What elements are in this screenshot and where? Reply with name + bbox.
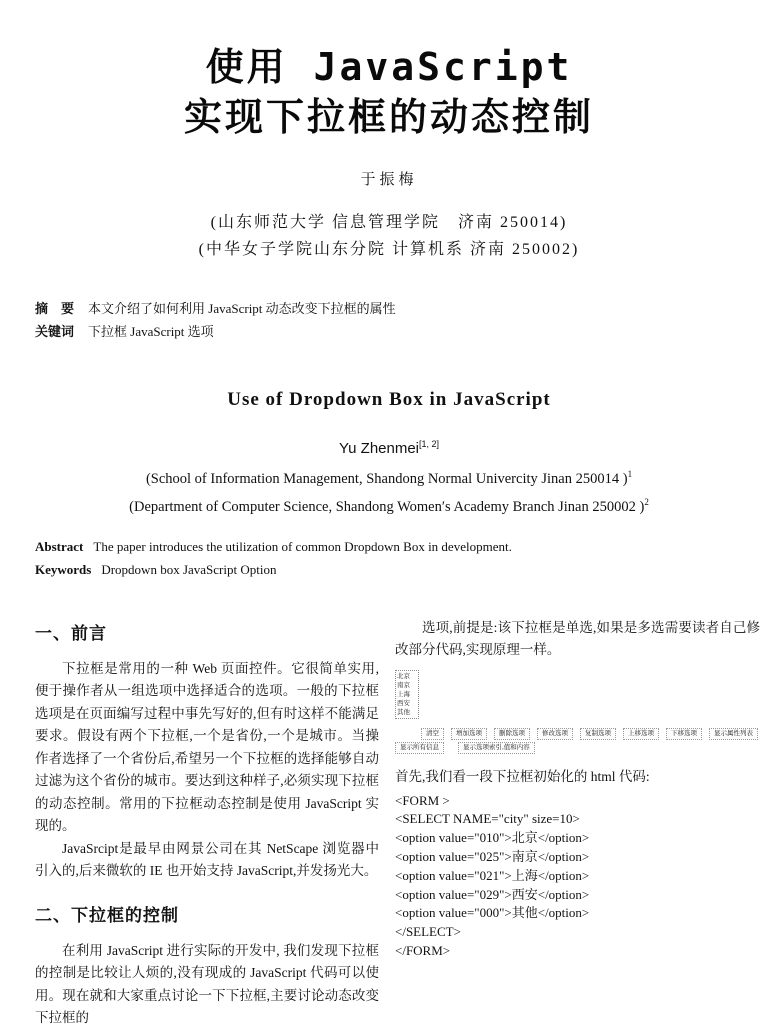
paragraph-control-continued: 选项,前提是:该下拉框是单选,如果是多选需要读者自己修改部分代码,实现原理一样。: [395, 619, 760, 658]
figure-listbox-item: 北京: [397, 672, 410, 680]
section-heading-1: 一、前言: [35, 623, 107, 643]
author-name-zh: 于振梅: [360, 172, 418, 188]
figure-button: 下移选项: [666, 728, 702, 740]
html-code-listing: [395, 792, 760, 961]
title-line-1: [0, 42, 778, 92]
figure-button: 显示属性列表: [709, 728, 758, 740]
affiliation-1-en-sup: 1: [627, 469, 633, 479]
figure-button: 复制选项: [580, 728, 616, 740]
keywords-line-en: [35, 558, 738, 581]
keywords-text-zh: 下拉框 JavaScript 选项: [88, 324, 214, 339]
code-line: </SELECT>: [395, 924, 461, 940]
keywords-line-zh: [35, 320, 738, 343]
affiliation-2-en-sup: 2: [644, 496, 649, 507]
title-line-2: 实现下拉框的动态控制: [183, 95, 594, 139]
right-column: [395, 617, 760, 1030]
abstract-block-zh: [35, 297, 738, 343]
author-en-superscript: [1, 2]: [419, 439, 440, 449]
figure-listbox-item: 西安: [397, 699, 410, 707]
abstract-label-en: Abstract: [35, 538, 84, 554]
affiliations-en: [0, 463, 778, 519]
abstract-line-en: [35, 535, 738, 558]
code-line: <option value="025">南京</option>: [395, 849, 590, 865]
code-line: </FORM>: [395, 943, 451, 959]
affiliation-2-en-text: (Department of Computer Science, Shandong Women′s Academy Branch Jinan 250002 ): [129, 498, 645, 515]
paper-title-en: Use of Dropdown Box in JavaScript: [227, 389, 551, 410]
figure-button: 清空: [421, 728, 444, 740]
code-line: <option value="029">西安</option>: [395, 886, 590, 902]
figure-button: 显示所有信息: [395, 742, 444, 754]
code-line: <SELECT NAME="city" size=10>: [395, 811, 580, 827]
abstract-line-zh: [35, 297, 738, 320]
title-line1-latin: JavaScript: [313, 45, 573, 89]
affiliation-1-en-text: (School of Information Management, Shandong Normal Univercity Jinan 250014 ): [145, 470, 628, 487]
code-line: <option value="021">上海</option>: [395, 867, 590, 883]
affiliation-2-en: [0, 491, 778, 519]
paper-title-zh: [0, 0, 778, 142]
left-column: [35, 617, 379, 1030]
figure-button: 上移选项: [623, 728, 659, 740]
affiliation-1-en: [0, 463, 778, 491]
abstract-block-en: [35, 535, 738, 581]
body-columns: [35, 617, 760, 1030]
affiliations-zh: [0, 209, 778, 263]
figure-button: 增加选项: [451, 728, 487, 740]
affiliation-2-zh: (中华女子学院山东分院 计算机系 济南 250002): [198, 241, 580, 258]
figure-listbox-item: 南京: [397, 681, 410, 689]
author-name-en: [0, 439, 778, 457]
author-en-text: Yu Zhenmei: [338, 440, 420, 457]
figure-button: 修改选项: [537, 728, 573, 740]
paragraph-intro-1: 下拉框是常用的一种 Web 页面控件。它很简单实用,便于操作者从一组选项中选择适合的选项。一般的下拉框选项是在页面编写过程中事先写好的,但有时这样不能满足要求。假设有两个下拉框,一个是省份,一个是城市。当操作者选择了一个省份后,希望另一个下拉框的选择能够自动过滤为这个省份的城市。要达到这种样子,必须实现下拉框的动态控制。常用的下拉框动态控制是使用 JavaScript 实现的。: [35, 660, 379, 834]
keywords-label-en: Keywords: [35, 561, 92, 577]
demo-screenshot-figure: [395, 670, 760, 754]
keywords-label-zh: 关键词: [35, 324, 75, 339]
abstract-label-zh: 摘 要: [35, 301, 75, 316]
abstract-text-en: The paper introduces the utilization of common Dropdown Box in development.: [93, 538, 512, 554]
figure-city-listbox: [395, 670, 419, 719]
title-line1-zh: 使用: [205, 45, 288, 89]
figure-listbox-item: 上海: [397, 690, 410, 698]
paragraph-intro-2: JavaSrcipt是最早由网景公司在其 NetScape 浏览器中引入的,后来微软的 IE 也开始支持 JavaScript,并发扬光大。: [35, 840, 379, 879]
figure-button-row-2: [395, 742, 760, 754]
code-line: <option value="010">北京</option>: [395, 830, 590, 846]
code-line: <FORM >: [395, 792, 450, 808]
affiliation-1-zh: (山东师范大学 信息管理学院 济南 250014): [210, 214, 568, 231]
keywords-text-en: Dropdown box JavaScript Option: [101, 561, 277, 577]
code-intro-text: 首先,我们看一段下拉框初始化的 html 代码:: [395, 768, 650, 784]
figure-button: 删除选项: [494, 728, 530, 740]
abstract-text-zh: 本文介绍了如何利用 JavaScript 动态改变下拉框的属性: [88, 301, 396, 316]
figure-button-row-1: [421, 728, 760, 740]
section-heading-2: 二、下拉框的控制: [35, 905, 179, 925]
figure-listbox-item: 其他: [397, 708, 410, 716]
figure-button: 显示选项索引,值和内容: [458, 742, 535, 754]
paragraph-control-1: 在利用 JavaScript 进行实际的开发中, 我们发现下拉框的控制是比较让人烦的,没有现成的 JavaScript 代码可以使用。现在就和大家重点讨论一下下拉框,主要讨论动态改变下拉框的: [35, 942, 379, 1026]
code-line: <option value="000">其他</option>: [395, 905, 590, 921]
